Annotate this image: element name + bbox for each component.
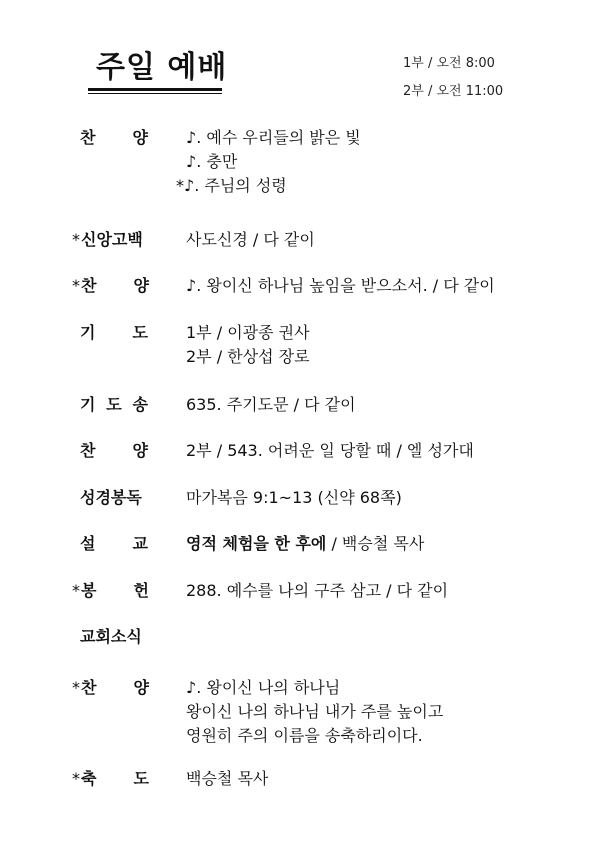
- content-line: 사도신경 / 다 같이: [186, 230, 315, 249]
- item-content: [186, 767, 268, 791]
- item-content: [186, 321, 310, 369]
- content-line: *♪. 주님의 성령: [176, 176, 287, 195]
- content-line: 왕이신 나의 하나님 내가 주를 높이고: [186, 702, 444, 721]
- title-underline: [88, 88, 222, 91]
- content-line: ♪. 왕이신 하나님 높임을 받으소서. / 다 같이: [186, 276, 495, 295]
- item-content: [186, 393, 356, 417]
- sermon-preacher: / 백승철 목사: [326, 534, 425, 553]
- item-content: [176, 126, 361, 198]
- item-label: 기 도: [80, 323, 148, 342]
- item-content: [186, 532, 424, 556]
- service-time-1: 1부 / 오전 8:00: [403, 56, 495, 71]
- item-content: [186, 228, 315, 252]
- content-line: 1부 / 이광종 권사: [186, 323, 310, 342]
- item-content: [186, 676, 443, 748]
- content-line: 영원히 주의 이름을 송축하리이다.: [186, 726, 423, 745]
- content-line: 288. 예수를 나의 구주 삼고 / 다 같이: [186, 581, 449, 600]
- item-label: 기 도 송: [80, 395, 148, 414]
- title-underline-thin: [88, 93, 222, 94]
- item-content: [186, 274, 495, 298]
- content-line: 2부 / 한상섭 장로: [186, 347, 310, 366]
- item-label: * 찬 양: [72, 678, 149, 697]
- item-label: 설 교: [80, 534, 148, 553]
- page-title: 주일 예배: [96, 50, 228, 85]
- content-line: 635. 주기도문 / 다 같이: [186, 395, 356, 414]
- content-line: 백승철 목사: [186, 769, 269, 788]
- service-time-2: 2부 / 오전 11:00: [403, 84, 504, 99]
- item-label: *신앙고백: [72, 230, 143, 249]
- content-line: 마가복음 9:1~13 (신약 68쪽): [186, 488, 402, 507]
- content-line: ♪. 왕이신 나의 하나님: [186, 678, 341, 697]
- content-line: ♪. 예수 우리들의 밝은 빛: [186, 128, 361, 147]
- content-line: ♪. 충만: [186, 152, 238, 171]
- item-content: [186, 579, 448, 603]
- item-content: [186, 439, 474, 463]
- item-content: [186, 486, 402, 510]
- sermon-title: 영적 체험을 한 후에: [186, 534, 327, 553]
- item-label: * 찬 양: [72, 276, 149, 295]
- item-label: * 봉 헌: [72, 581, 149, 600]
- service-times: [403, 50, 503, 106]
- item-label: 찬 양: [80, 128, 148, 147]
- item-label: * 축 도: [72, 769, 149, 788]
- item-label: 찬 양: [80, 441, 148, 460]
- item-label: 교회소식: [80, 627, 142, 646]
- content-line: 2부 / 543. 어려운 일 당할 때 / 엘 성가대: [186, 441, 474, 460]
- item-label: 성경봉독: [80, 488, 142, 507]
